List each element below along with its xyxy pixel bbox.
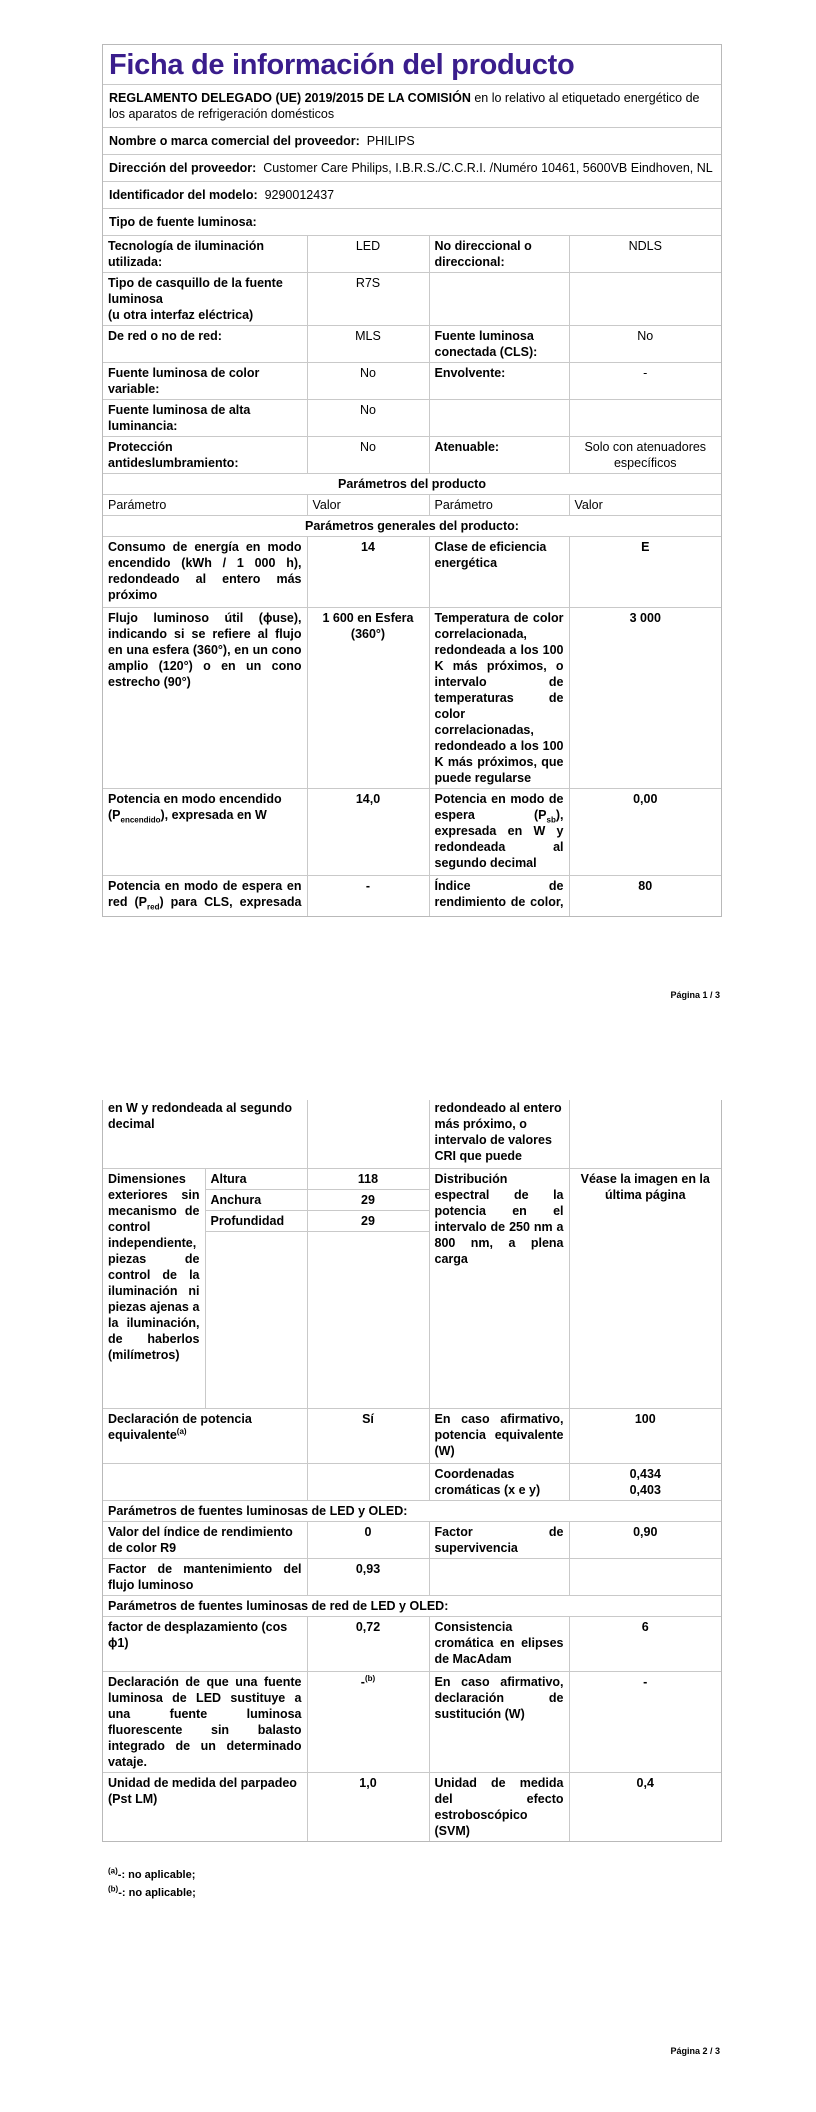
footnotes [108,1866,196,1902]
equivalent-power-label: En caso afirmativo, potencia equivalente (W) [429,1409,569,1464]
param-value [307,1672,429,1773]
replacement-value: - [360,1675,365,1689]
cap-type-label: Tipo de casquillo de la fuente luminosa [108,276,283,306]
source-value: - [569,363,721,400]
product-info-sheet-continued [102,1100,722,1842]
source-value: R7S [307,273,429,326]
page-number: Página 2 / 3 [670,2046,720,2056]
source-label: No direccional o direccional: [429,236,569,273]
spd-value: Véase la imagen en la última página [569,1169,721,1409]
param-label: factor de desplazamiento (cos ϕ1) [103,1617,307,1672]
table-row [103,1169,721,1190]
table-row [103,876,721,917]
empty-cell [103,1464,307,1501]
model-id-label: Identificador del modelo: [109,188,258,202]
source-value: NDLS [569,236,721,273]
source-label: Fuente luminosa conectada (CLS): [429,326,569,363]
network-standby-label: Potencia en modo de espera en red (P [108,879,302,909]
regulation-row [103,85,721,128]
param-label [429,789,569,876]
param-value: 0 [307,1522,429,1559]
param-value: 80 [569,876,721,917]
supplier-name-row [103,128,721,155]
source-value: LED [307,236,429,273]
source-type-table [103,236,721,916]
product-info-sheet [102,44,722,917]
source-label: Tecnología de iluminación utilizada: [103,236,307,273]
dimension-spacer [307,1232,429,1409]
source-value [569,400,721,437]
equivalent-power-value: 100 [569,1409,721,1464]
param-label: Flujo luminoso útil (ɸuse), indicando si se refiere al flujo en una esfera (360°), en un cono amplio (120°) o en un cono estrecho (90°) [103,608,307,789]
param-value: 14,0 [307,789,429,876]
model-id-value: 9290012437 [264,188,335,202]
chromaticity-label: Coordenadas cromáticas (x e y) [429,1464,569,1501]
power-on-sub: encendido [120,815,161,825]
param-label [103,789,307,876]
param-label: Temperatura de color correlacionada, redondeada a los 100 K más próximos, o intervalo de temperaturas de color correlacionadas, redondeado a los 100 K más próximos, que puede regularse [429,608,569,789]
param-value: 1,0 [307,1773,429,1842]
source-value: No [307,363,429,400]
page-number: Página 1 / 3 [670,990,720,1000]
table-row [103,363,721,400]
param-label: Factor de mantenimiento del flujo luminoso [103,1559,307,1596]
source-value: No [307,437,429,474]
param-value: 0,00 [569,789,721,876]
param-value: 0,72 [307,1617,429,1672]
table-row [103,537,721,608]
dimension-value: 118 [307,1169,429,1190]
spd-label: Distribución espectral de la potencia en el intervalo de 250 nm a 800 nm, a plena carga [429,1169,569,1409]
table-row [103,1100,721,1169]
param-label: Unidad de medida del efecto estroboscópico (SVM) [429,1773,569,1842]
chromaticity-y: 0,403 [629,1483,661,1497]
led-oled-heading: Parámetros de fuentes luminosas de LED y OLED: [103,1501,721,1522]
chromaticity-value [569,1464,721,1501]
standby-suffix: ), expresada en W y redondeada al segundo decimal [434,808,564,870]
param-value: 1 600 en Esfera (360°) [307,608,429,789]
network-standby-sub: red [147,902,160,912]
product-params-heading: Parámetros del producto [103,474,721,495]
note-ref-b: (b) [364,1673,376,1683]
table-row [103,400,721,437]
param-value: - [569,1672,721,1773]
dimension-name: Anchura [205,1190,307,1211]
source-value: No [569,326,721,363]
general-params-heading: Parámetros generales del producto: [103,516,721,537]
param-value: 0,93 [307,1559,429,1596]
param-label: Unidad de medida del parpadeo (Pst LM) [103,1773,307,1842]
source-label: Fuente luminosa de alta luminancia: [103,400,307,437]
supplier-address-label: Dirección del proveedor: [109,161,257,175]
supplier-address-value: Customer Care Philips, I.B.R.S./C.C.R.I. /Numéro 10461, 5600VB Eindhoven, NL [263,161,713,175]
network-standby-suffix: ) para CLS, expresada [159,895,302,909]
table-row [103,273,721,326]
network-standby-suffix-cont: en W y redondeada al segundo decimal [108,1101,293,1131]
param-label [429,1559,569,1596]
param-label-continued [429,1100,569,1169]
param-value: - [307,876,429,917]
footnote-a-text: -: no aplicable; [117,1869,196,1881]
col-header-param: Parámetro [103,495,307,516]
param-value [307,1100,429,1169]
source-label [103,273,307,326]
supplier-address-row [103,155,721,182]
page-2 [0,1056,816,2112]
table-row [103,1596,721,1617]
param-value: 0,4 [569,1773,721,1842]
table-row [103,608,721,789]
table-row [103,1672,721,1773]
note-ref-a: (a) [176,1426,187,1436]
dimension-value: 29 [307,1190,429,1211]
footnote-a [108,1866,196,1884]
table-row [103,789,721,876]
param-label: Factor de supervivencia [429,1522,569,1559]
regulation-bold: REGLAMENTO DELEGADO (UE) 2019/2015 DE LA COMISIÓN [109,91,471,105]
standby-label: Potencia en modo de espera (P [434,792,564,822]
supplier-name-value: PHILIPS [366,134,415,148]
col-header-param: Parámetro [429,495,569,516]
col-header-value: Valor [569,495,721,516]
dimension-name: Profundidad [205,1211,307,1232]
cri-label: Índice de rendimiento de color, [434,879,564,909]
table-row [103,495,721,516]
source-value [569,273,721,326]
source-label: Protección antideslumbramiento: [103,437,307,474]
dimension-name: Altura [205,1169,307,1190]
table-row [103,1409,721,1464]
table-row [103,236,721,273]
continued-table [103,1100,721,1841]
table-row [103,1464,721,1501]
footnote-a-marker: (a) [108,1866,118,1876]
param-label: Consumo de energía en modo encendido (kWh / 1 000 h), redondeado al entero más próximo [103,537,307,608]
param-label-continued [103,1100,307,1169]
param-value: 14 [307,537,429,608]
source-label: Envolvente: [429,363,569,400]
equivalent-label-text: Declaración de potencia equivalente [108,1412,252,1442]
footnote-b [108,1884,196,1902]
standby-sub: sb [546,815,556,825]
source-label [429,400,569,437]
table-row [103,326,721,363]
param-value [569,1559,721,1596]
param-label: Declaración de que una fuente luminosa de LED sustituye a una fuente luminosa fluorescente sin balasto integrado de un determinado vataje. [103,1672,307,1773]
source-value: No [307,400,429,437]
empty-cell [307,1464,429,1501]
param-value: 6 [569,1617,721,1672]
table-row [103,516,721,537]
param-label: Valor del índice de rendimiento de color R9 [103,1522,307,1559]
table-row [103,1522,721,1559]
source-value: Solo con atenuadores específicos [569,437,721,474]
source-type-heading [103,209,721,236]
cap-type-sublabel: (u otra interfaz eléctrica) [108,308,254,322]
mains-led-heading: Parámetros de fuentes luminosas de red de LED y OLED: [103,1596,721,1617]
regulation-rest: en lo relativo al etiquetado energético de los aparatos de refrigeración domésticos [109,91,700,121]
source-label: Atenuable: [429,437,569,474]
equivalent-label [103,1409,307,1464]
source-label: Fuente luminosa de color variable: [103,363,307,400]
cri-label-cont: redondeado al entero más próximo, o intervalo de valores CRI que puede [434,1101,562,1163]
table-row [103,1559,721,1596]
param-label: En caso afirmativo, declaración de sustitución (W) [429,1672,569,1773]
table-row [103,1501,721,1522]
param-label [103,876,307,917]
footnote-b-marker: (b) [108,1884,119,1894]
dimension-spacer [205,1232,307,1409]
param-label: Consistencia cromática en elipses de MacAdam [429,1617,569,1672]
param-label: Clase de eficiencia energética [429,537,569,608]
param-value: 3 000 [569,608,721,789]
param-value [569,1100,721,1169]
chromaticity-x: 0,434 [629,1467,661,1481]
model-id-row [103,182,721,209]
param-value: 0,90 [569,1522,721,1559]
param-label [429,876,569,917]
dimensions-label: Dimensiones exteriores sin mecanismo de control independiente, piezas de control de la iluminación ni piezas ajenas a la iluminación, de haberlos (milímetros) [103,1169,205,1409]
table-row [103,474,721,495]
dimension-value: 29 [307,1211,429,1232]
equivalent-value: Sí [307,1409,429,1464]
source-label: De red o no de red: [103,326,307,363]
power-on-label: Potencia en modo encendido (P [108,792,282,822]
table-row [103,437,721,474]
param-value: E [569,537,721,608]
footnote-b-text: -: no aplicable; [118,1887,196,1899]
source-type-heading-text: Tipo de fuente luminosa: [109,215,257,229]
power-on-suffix: ), expresada en W [160,808,267,822]
page-title: Ficha de información del producto [103,45,721,85]
table-row [103,1773,721,1842]
supplier-name-label: Nombre o marca comercial del proveedor: [109,134,360,148]
source-label [429,273,569,326]
col-header-value: Valor [307,495,429,516]
source-value: MLS [307,326,429,363]
table-row [103,1617,721,1672]
